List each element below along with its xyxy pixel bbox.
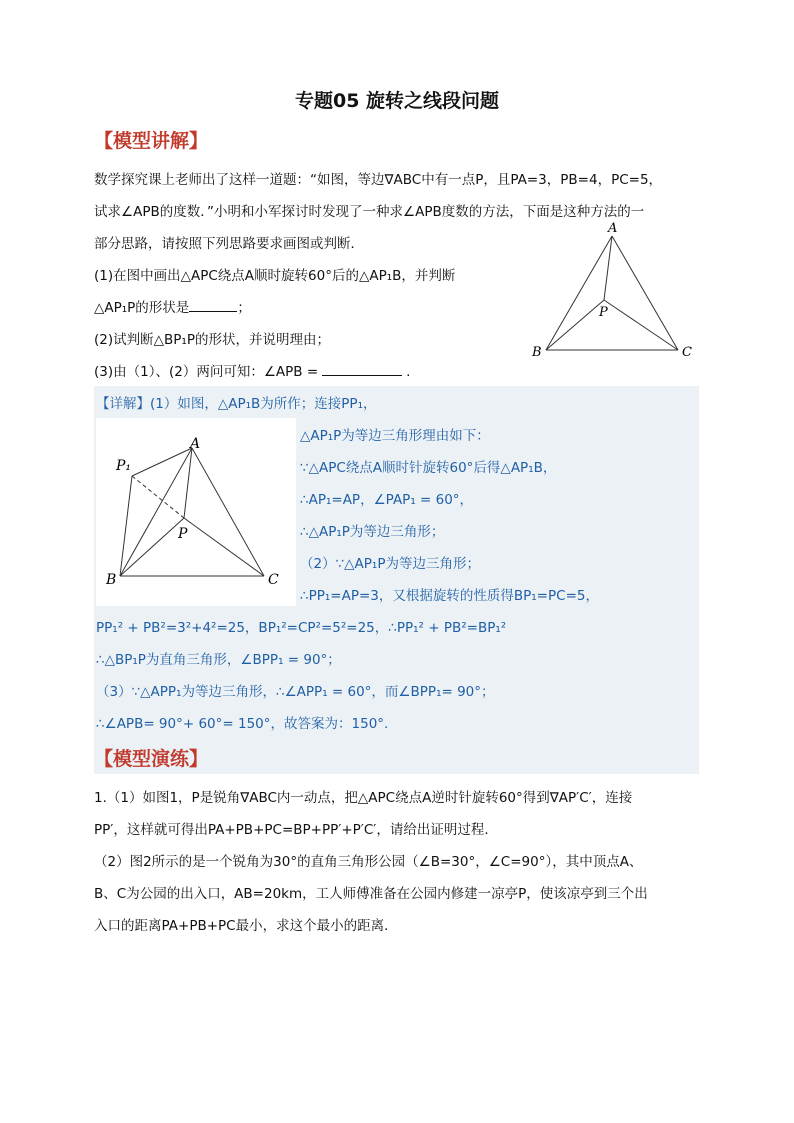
figure-1-label-c: C bbox=[682, 345, 692, 360]
question-3-end: . bbox=[406, 364, 411, 380]
question-1-line-1: (1)在图中画出△APC绕点A顺时旋转60°后的△AP₁B，并判断 bbox=[94, 268, 456, 284]
question-1-end: ； bbox=[237, 300, 251, 316]
section-heading-model-explanation: 【模型讲解】 bbox=[94, 130, 209, 152]
figure-1-triangle bbox=[528, 220, 708, 365]
figure-1-label-p: P bbox=[599, 305, 608, 320]
solution-text-1: (1）如图，△AP₁B为所作；连接PP₁， bbox=[150, 396, 377, 412]
solution-line-5: ∴△AP₁P为等边三角形； bbox=[300, 524, 445, 540]
solution-line-10: （3）∵△APP₁为等边三角形，∴∠APP₁ = 60°，而∠BPP₁= 90°； bbox=[96, 684, 495, 700]
section-heading-model-exercise: 【模型演练】 bbox=[94, 748, 209, 770]
solution-line-2: △AP₁P为等边三角形理由如下： bbox=[300, 428, 490, 444]
solution-line-4: ∴AP₁=AP，∠PAP₁ = 60°， bbox=[300, 492, 474, 508]
figure-2-rotation bbox=[96, 418, 296, 606]
solution-line-1 bbox=[96, 392, 376, 412]
question-1-line-2 bbox=[94, 296, 251, 316]
figure-2-label-p1: P₁ bbox=[116, 458, 132, 474]
solution-line-9: ∴△BP₁P为直角三角形，∠BPP₁ = 90°； bbox=[96, 652, 341, 668]
solution-line-8: PP₁² + PB²=3²+4²=25，BP₁²=CP²=5²=25，∴PP₁² + PB²=BP₁² bbox=[96, 620, 507, 636]
figure-2-label-c: C bbox=[268, 572, 279, 588]
solution-line-11: ∴∠APB= 90°+ 60°= 150°，故答案为：150°. bbox=[96, 716, 389, 732]
solution-line-7: ∴PP₁=AP=3，又根据旋转的性质得BP₁=PC=5， bbox=[300, 588, 599, 604]
answer-blank-shape bbox=[189, 311, 237, 312]
answer-blank-angle bbox=[322, 375, 402, 376]
solution-label: 【详解】 bbox=[96, 396, 150, 412]
exercise-line-5: 入口的距离PA+PB+PC最小，求这个最小的距离． bbox=[94, 918, 398, 934]
exercise-line-3: （2）图2所示的是一个锐角为30°的直角三角形公园（∠B=30°，∠C=90°），其中顶点A、 bbox=[94, 854, 643, 870]
exercise-line-2: PP′，这样就可得出PA+PB+PC=BP+PP′+P′C′，请给出证明过程． bbox=[94, 822, 498, 838]
exercise-line-4: B、C为公园的出入口，AB=20km，工人师傅准备在公园内修建一凉亭P，使该凉亭到三个出 bbox=[94, 886, 648, 902]
figure-1-label-a: A bbox=[608, 221, 618, 236]
figure-2-label-b: B bbox=[106, 572, 117, 588]
intro-line-3: 部分思路，请按照下列思路要求画图或判断． bbox=[94, 236, 364, 252]
intro-line-2: 试求∠APB的度数．”小明和小军探讨时发现了一种求∠APB度数的方法，下面是这种方法的一 bbox=[94, 204, 645, 220]
question-1-prompt: △AP₁P的形状是 bbox=[94, 300, 190, 316]
page-title: 专题05 旋转之线段问题 bbox=[294, 90, 500, 112]
figure-2-label-p: P bbox=[178, 526, 188, 542]
figure-2-label-a: A bbox=[190, 436, 201, 452]
figure-1-label-b: B bbox=[532, 345, 542, 360]
question-3 bbox=[94, 360, 410, 380]
solution-line-6: （2）∵△AP₁P为等边三角形； bbox=[300, 556, 480, 572]
question-2: (2)试判断△BP₁P的形状，并说明理由； bbox=[94, 332, 330, 348]
solution-line-3: ∵△APC绕点A顺时针旋转60°后得△AP₁B， bbox=[300, 460, 557, 476]
intro-line-1: 数学探究课上老师出了这样一道题：“如图，等边∇ABC中有一点P，且PA=3，PB=4，PC=5， bbox=[94, 172, 663, 188]
exercise-line-1: 1.（1）如图1，P是锐角∇ABC内一动点，把△APC绕点A逆时针旋转60°得到∇AP′C′，连接 bbox=[94, 790, 633, 806]
question-3-prompt: (3)由（1）、(2）两问可知：∠APB = bbox=[94, 364, 319, 380]
